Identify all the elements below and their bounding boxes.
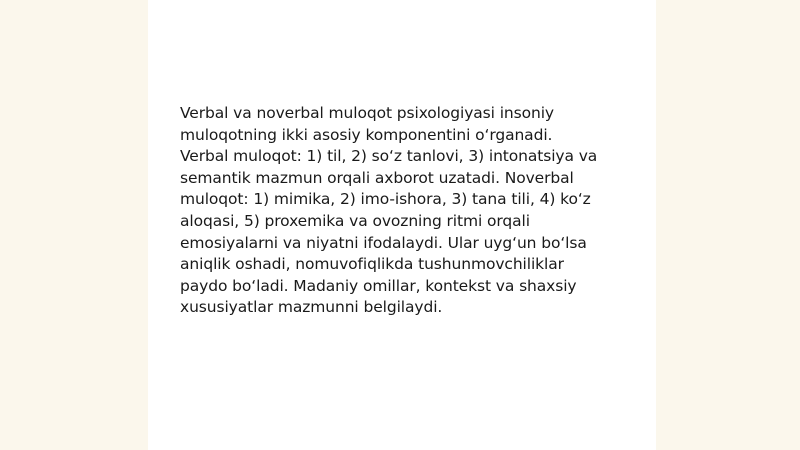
document-paragraph: Verbal va noverbal muloqot psixologiyasi insoniy muloqotning ikki asosiy komponentini o‘rganadi. Verbal muloqot: 1) til, 2) so‘z tanlovi, 3) intonatsiya va semantik mazmun orqali axborot uzatadi. Noverbal muloqot: 1) mimika, 2) imo-ishora, 3) tana tili, 4) ko‘z aloqasi, 5) proxemika va ovozning ritmi orqali emosiyalarni va niyatni ifodalaydi. Ular uyg‘un bo‘lsa aniqlik oshadi, nomuvofiqlikda tushunmovchiliklar paydo bo‘ladi. Madaniy omillar, kontekst va shaxsiy xususiyatlar mazmunni belgilaydi. <box>180 104 598 317</box>
document-page <box>148 0 656 450</box>
